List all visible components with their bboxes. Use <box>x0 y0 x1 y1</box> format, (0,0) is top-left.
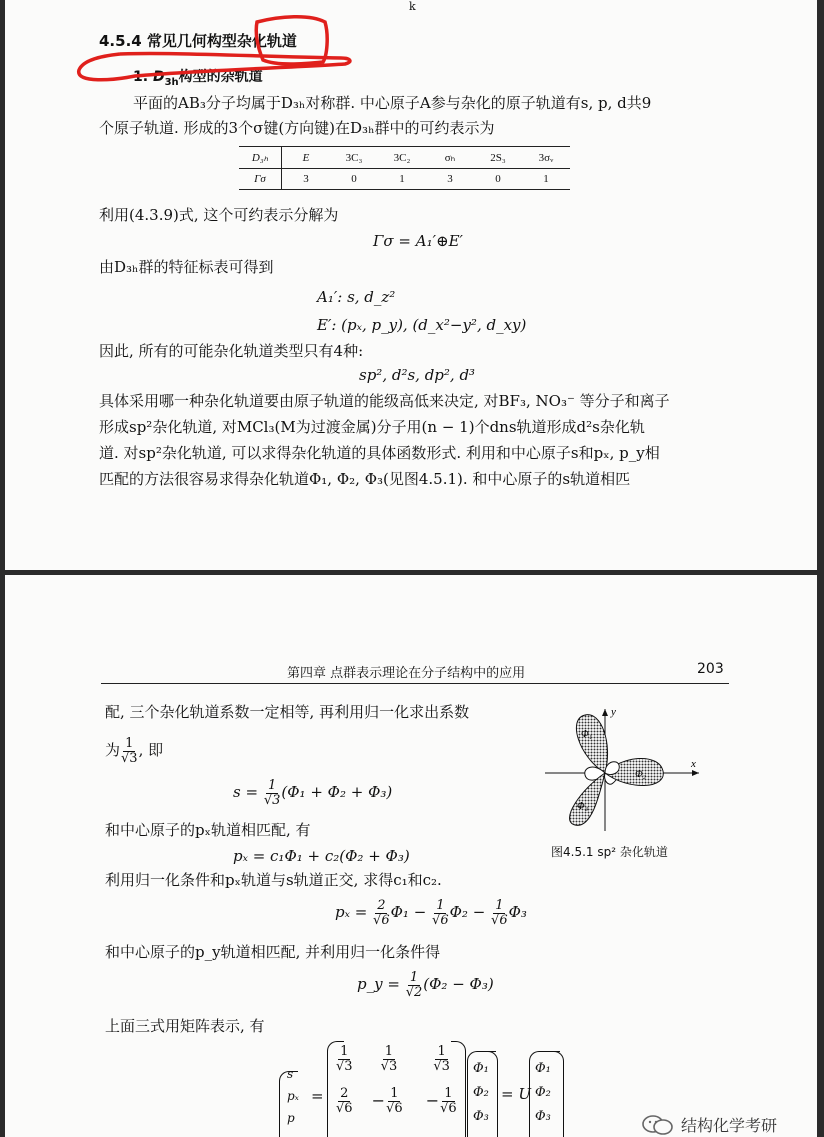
fraction-num: 1 <box>444 1086 453 1101</box>
p2-line1: 配, 三个杂化轨道系数一定相等, 再利用归一化求出系数 <box>105 703 470 721</box>
watermark <box>641 1113 777 1136</box>
minus-sign: − <box>425 1091 440 1110</box>
section-title: 4.5.4 常见几何构型杂化轨道 <box>99 32 297 50</box>
subsection-number: 1. <box>133 69 149 85</box>
fraction-den: √6 <box>373 912 390 928</box>
annotation-underline <box>79 53 350 79</box>
para2-line2: 形成sp²杂化轨道, 对MCl₃(M为过渡金属)分子用(n − 1)个dns轨道形成d²s杂化轨 <box>99 418 645 436</box>
matrix-row-2 <box>335 1087 458 1116</box>
table-cell: 2S₃ <box>474 147 522 169</box>
matrix-intro: 上面三式用矩阵表示, 有 <box>105 1017 265 1035</box>
matrix-lhs-entry: s <box>287 1067 294 1081</box>
table-cell: 0 <box>330 169 378 190</box>
para2-line4: 匹配的方法很容易求得杂化轨道Φ₁, Φ₂, Φ₃(见图4.5.1). 和中心原子的s轨道相匹 <box>99 470 631 488</box>
para2-line1: 具体采用哪一种杂化轨道要由原子轨道的能级高低来决定, 对BF₃, NO₃⁻ 等分子和离子 <box>99 392 670 410</box>
px-match-text: 和中心原子的pₓ轨道相匹配, 有 <box>105 821 311 839</box>
character-table <box>239 146 570 190</box>
running-header-chapter: 第四章 点群表示理论在分子结构中的应用 <box>287 666 526 681</box>
table-cell: D₃ₕ <box>239 147 282 169</box>
table-row <box>239 169 570 190</box>
subsection-symbol: D <box>152 69 165 85</box>
p2-line2-post: , 即 <box>138 741 164 759</box>
therefore-text: 因此, 所有的可能杂化轨道类型只有4种: <box>99 342 364 360</box>
fraction <box>406 971 423 1000</box>
fraction <box>373 899 390 928</box>
eq-s <box>233 777 392 808</box>
hybrid-types: sp², d²s, dp², d³ <box>359 366 476 384</box>
a1-line: A₁′: s, d_z² <box>317 288 396 306</box>
lobe1-label: Φ₁ <box>581 729 593 740</box>
book-page-top <box>5 0 817 570</box>
table-cell: 3C₃ <box>330 147 378 169</box>
fraction <box>432 899 449 928</box>
fraction-den: √3 <box>380 1059 398 1074</box>
fraction-num: 1 <box>436 897 445 913</box>
fraction <box>433 1045 450 1074</box>
use-equation-text: 利用(4.3.9)式, 这个可约表示分解为 <box>99 206 339 224</box>
eq-px <box>335 897 527 928</box>
sp2-orbital-figure <box>539 703 709 833</box>
eq-py-lhs: p_y = <box>357 975 400 993</box>
fraction <box>264 779 281 808</box>
phi-entry: Φ₁ <box>473 1061 489 1076</box>
phi-entry: Φ₃ <box>535 1109 551 1124</box>
lobe2-label: Φ₂ <box>635 769 647 780</box>
subsection-symbol-sub: 3h <box>164 76 179 88</box>
table-cell: 1 <box>522 169 570 190</box>
term: Φ₂ − <box>449 903 486 921</box>
phi-entry: Φ₁ <box>535 1061 551 1076</box>
fraction-den: √6 <box>386 1101 403 1116</box>
subsection-rest: 构型的杂轨道 <box>178 69 263 85</box>
term: Φ₁ − <box>390 903 427 921</box>
table-cell: σₕ <box>426 147 474 169</box>
table-cell: 3 <box>282 169 331 190</box>
wechat-icon <box>641 1114 675 1136</box>
fraction-num: 1 <box>495 897 504 913</box>
eq-s-lhs: s = <box>233 783 259 801</box>
matrix-right-paren <box>451 1041 466 1137</box>
page-number: 203 <box>697 661 724 677</box>
figure-caption: 图4.5.1 sp² 杂化轨道 <box>551 845 668 859</box>
table-cell: 0 <box>474 169 522 190</box>
matrix-lhs-entry: p <box>287 1111 295 1125</box>
para2-line3: 道. 对sp²杂化轨道, 可以求得杂化轨道的具体函数形式. 利用和中心原子s和pₓ, p_y相 <box>99 444 660 462</box>
table-cell: 1 <box>378 169 426 190</box>
fraction-num: 1 <box>340 1044 349 1059</box>
watermark-text: 结构化学考研 <box>681 1116 778 1135</box>
eq-px-lhs: pₓ = <box>335 903 368 921</box>
para1-line2: 个原子轨道. 形成的3个σ键(方向键)在D₃ₕ群中的可约表示为 <box>99 119 495 137</box>
fraction <box>336 1087 353 1116</box>
top-mark: k <box>409 0 416 13</box>
fraction-num: 1 <box>125 735 134 751</box>
fraction-num: 2 <box>340 1086 349 1101</box>
red-annotation-marks <box>5 0 817 100</box>
decomposition-eq: Γσ = A₁′⊕E′ <box>373 232 463 250</box>
fraction-den: √2 <box>405 984 423 1000</box>
term: Φ₃ <box>508 903 527 921</box>
fraction-num: 1 <box>267 777 277 793</box>
phi-entry: Φ₂ <box>473 1085 489 1100</box>
fraction <box>121 737 138 766</box>
eq-s-rhs: (Φ₁ + Φ₂ + Φ₃) <box>281 783 393 801</box>
eq-py <box>357 969 494 1000</box>
fraction <box>491 899 508 928</box>
phi-entry: Φ₃ <box>473 1109 489 1124</box>
from-table-text: 由D₃ₕ群的特征标表可得到 <box>99 258 274 276</box>
phi-vector-2 <box>535 1057 551 1129</box>
fraction-num: 1 <box>384 1044 394 1059</box>
fraction <box>381 1045 398 1074</box>
fraction-den: √3 <box>263 792 281 808</box>
fraction-num: 1 <box>390 1086 399 1101</box>
py-match-text: 和中心原子的p_y轨道相匹配, 并利用归一化条件得 <box>105 943 441 961</box>
minus-sign: − <box>371 1091 386 1110</box>
fraction-den: √6 <box>491 912 508 928</box>
table-cell: 3σᵥ <box>522 147 570 169</box>
book-page-bottom <box>5 575 817 1137</box>
fraction-den: √6 <box>336 1101 353 1116</box>
lobe3-label: Φ₃ <box>577 801 589 812</box>
table-cell: 3 <box>426 169 474 190</box>
x-axis-arrow <box>692 770 699 776</box>
axis-x-label: x <box>691 758 696 770</box>
matrix-u: = U <box>501 1085 531 1103</box>
normalize-text: 利用归一化条件和pₓ轨道与s轨道正交, 求得c₁和c₂. <box>105 871 442 889</box>
para1-line1: 平面的AB₃分子均属于D₃ₕ对称群. 中心原子A参与杂化的原子轨道有s, p, d共9 <box>133 94 652 112</box>
equals-sign: = <box>311 1087 324 1105</box>
fraction-den: √6 <box>432 912 449 928</box>
p2-line2-pre: 为 <box>105 741 121 759</box>
eq-px-general: pₓ = c₁Φ₁ + c₂(Φ₂ + Φ₃) <box>233 847 410 865</box>
fraction-den: √3 <box>121 750 138 766</box>
fraction <box>336 1045 353 1074</box>
fraction-num: 2 <box>377 897 386 913</box>
table-cell: 3C₂ <box>378 147 426 169</box>
table-cell: E <box>282 147 331 169</box>
fraction-num: 1 <box>409 969 419 985</box>
table-cell: Γσ <box>239 169 282 190</box>
eq-py-rhs: (Φ₂ − Φ₃) <box>423 975 494 993</box>
fraction-den: √3 <box>336 1059 353 1074</box>
fraction-den: √6 <box>440 1101 457 1116</box>
matrix-row-1 <box>335 1045 451 1074</box>
fraction-den: √3 <box>433 1059 450 1074</box>
fraction <box>386 1087 403 1116</box>
matrix-lhs <box>287 1063 299 1129</box>
p2-line2 <box>105 735 163 766</box>
table-header-row <box>239 147 570 169</box>
y-axis-arrow <box>602 709 608 716</box>
e-line: E′: (pₓ, p_y), (d_x²−y², d_xy) <box>317 316 527 334</box>
axis-y-label: y <box>611 706 616 718</box>
fraction-num: 1 <box>437 1044 446 1059</box>
matrix-lhs-entry: pₓ <box>287 1089 299 1103</box>
phi-entry: Φ₂ <box>535 1085 551 1100</box>
phi-right-paren <box>485 1051 498 1137</box>
header-rule <box>101 683 729 684</box>
phi2-right-paren <box>551 1051 564 1137</box>
